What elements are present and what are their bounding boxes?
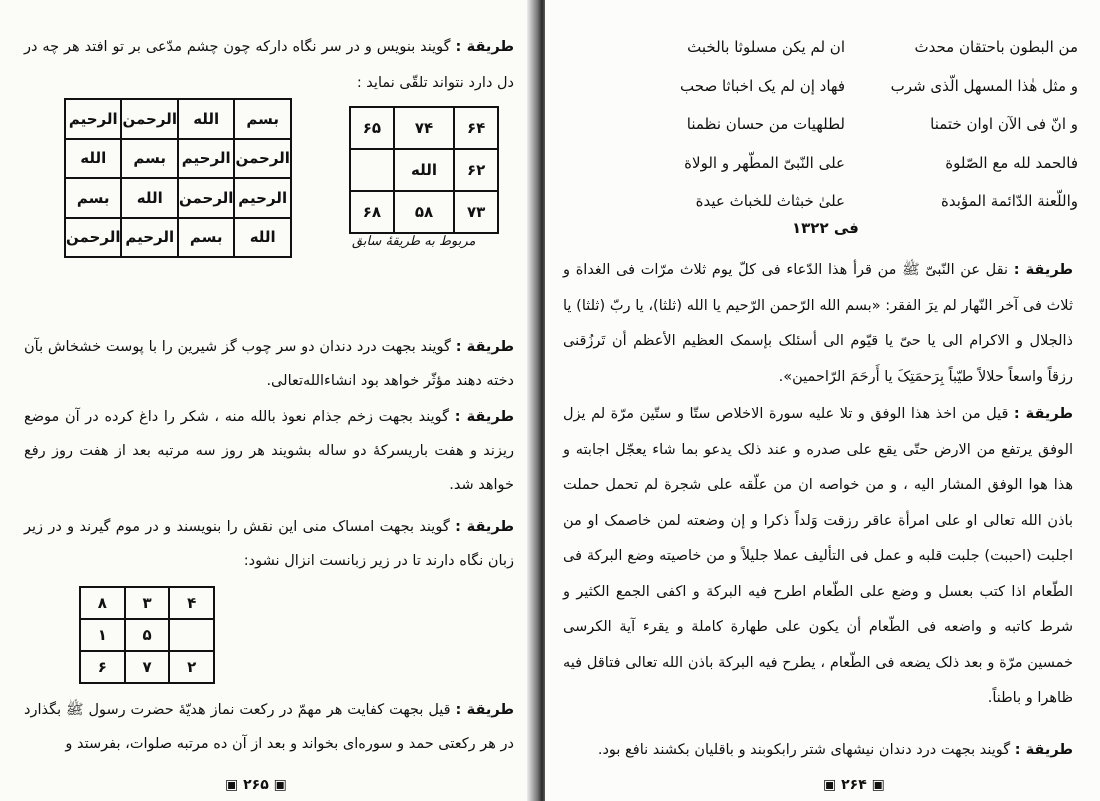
grid-b-cell: الله xyxy=(65,139,121,179)
poem-hemistich: فهاد إن لم یک اخباثا صحب xyxy=(680,76,845,95)
poem-date: فی ۱۳۲۲ xyxy=(792,219,859,237)
page-number-ornament-icon: ▣ xyxy=(225,777,244,793)
poem-hemistich: من البطون باحتقان محدث xyxy=(914,38,1078,56)
grid-b-cell: الرحمن xyxy=(65,218,121,258)
grid-c-cell: ۲ xyxy=(169,651,214,683)
grid-b-cell: الرحمن xyxy=(178,178,234,218)
page-number-ornament-icon: ▣ xyxy=(268,777,287,793)
grid-c-cell: ۶ xyxy=(80,651,125,683)
grid-c-cell: ۱ xyxy=(80,619,125,651)
poem-hemistich: علی النّبیّ المطّهر و الولاة xyxy=(684,153,845,172)
poem-hemistich: علیٰ خبثاث للخباث عیدة xyxy=(695,192,845,210)
right-p2-text: قیل من اخذ هذا الوفق و تلا علیه سورة الاخلاص ستّا و ستّین مرّة لم یزل الوفق یرتفع من الارض حتّی یقع علی صدره و عند ذلک یدعو بما شاء یعجّل اجابته و هذا هوا الوفق المشار الیه ، و من خواصه ان من علّقه علی شجرة لم تحمل حملت باذن الله تعالی او علی امرأة عاقر رزقت وَلداً ذکرا و إن وضعته لمن خاصمک او من اجلبت (احببت) جلبت قلبه و عمل فی التألیف عملا جلیلاً و من خاصیته وضع البرکة فی الطّعام اذا کتب بعسل و وضع علی الطّعام اطرح فیه البرکة و اکفی الجمع الکثیر و شرط کاتبه و واضعه فی الطّعام أن یکون علی طهارة کاملة و یقرء آیة الکرسی خمسین مرّة و بعد ذلک یضعه فی الطّعام ، یطرح فیه البرکة باذن الله تعالی فتاقل فیه ظاهرا و باطناً. xyxy=(563,406,1073,706)
poem-right-column xyxy=(878,28,1078,221)
left-p2-label: طریقة : xyxy=(454,409,514,425)
grid-a-cell: ۶۸ xyxy=(350,191,394,233)
grid-b-cell: الرحمن xyxy=(234,139,290,179)
grid-a-cell: ۷۴ xyxy=(394,107,454,149)
grid-b-cell: بسم xyxy=(178,218,234,258)
grid-a-cell: الله xyxy=(394,149,454,191)
grid-c-cell: ۵ xyxy=(125,619,170,651)
poem-hemistich: ان لم یکن مسلوثا بالخبث xyxy=(687,38,845,56)
page-number-ornament-icon: ▣ xyxy=(866,777,885,793)
magic-square-small xyxy=(79,586,215,684)
grid-a-cell: ۶۴ xyxy=(454,107,498,149)
left-p1-text: گویند بجهت درد دندان دو سر چوب گز شیرین را با پوست خشخاش بآن دخته دهند مؤثّر خواهد بود انشاءالله‌تعالی. xyxy=(24,339,514,389)
grid-a-cell: ۶۵ xyxy=(350,107,394,149)
grid-c-cell: ۳ xyxy=(125,587,170,619)
left-intro-paragraph xyxy=(24,29,514,101)
left-p3-text: گویند بجهت امساک منی این نقش را بنویسند و در موم گیرند و در زیر زبان نگاه دارند تا در زیر زبانست انزال نشود: xyxy=(24,519,514,569)
left-p2-text: گویند بجهت زخم جذام نعوذ بالله منه ، شکر را داغ کرده در آن موضع ریزند و هفت باریسرکهٔ دو ساله بشویند هر روز سه مرتبه بعد از هفت روز رفع خواهد شد. xyxy=(24,409,514,493)
poem-hemistich: و انّ فی الآن اوان ختمنا xyxy=(930,115,1078,133)
grid-b-cell: الرحیم xyxy=(121,218,177,258)
poem-hemistich: واللّعنة الدّائمة المؤبدة xyxy=(940,192,1078,210)
grid-b-cell: الله xyxy=(121,178,177,218)
right-paragraph-3 xyxy=(563,733,1073,767)
left-intro-label: طریقة : xyxy=(455,39,515,55)
right-p3-label: طریقة : xyxy=(1014,742,1073,758)
left-page-number-value: ۲۶۵ xyxy=(243,777,269,793)
right-page-number-value: ۲۶۴ xyxy=(841,777,867,793)
grid-b-cell: الرحیم xyxy=(65,99,121,139)
right-paragraph-1 xyxy=(563,253,1073,395)
left-intro-text: گویند بنویس و در سر نگاه دارکه چون چشم مدّعی بر تو افتد هر چه در دل دارد نتواند تلقّی نماید : xyxy=(24,39,514,91)
left-p3-label: طریقة : xyxy=(455,519,515,535)
right-p1-label: طریقة : xyxy=(1013,262,1073,278)
grid-b-cell: الله xyxy=(178,99,234,139)
right-paragraph-2 xyxy=(563,397,1073,717)
grid-a-cell: ۷۳ xyxy=(454,191,498,233)
left-paragraph-1 xyxy=(24,330,514,398)
poem-hemistich: لطلهیات من حسان نظمنا xyxy=(686,115,845,133)
right-page-number xyxy=(823,777,885,793)
right-p3-text: گویند بجهت درد دندان نیشهای شتر رابکوبند و باقلیان بکشند نافع بود. xyxy=(597,742,1011,758)
grid-a-cell xyxy=(350,149,394,191)
left-paragraph-4 xyxy=(24,693,514,761)
grid-a-caption: مربوط به طریقهٔ سابق xyxy=(352,234,476,249)
left-p4-text: قیل بجهت کفایت هر مهمّ در رکعت نماز هدیّهٔ حضرت رسول ﷺ بگذارد در هر رکعتی حمد و سوره‌ای بخواند و بعد از آن ده مرتبه صلوات، بفرستد و xyxy=(24,702,514,752)
grid-a-cell: ۵۸ xyxy=(394,191,454,233)
grid-c-cell: ۸ xyxy=(80,587,125,619)
right-p1-text: نقل عن النّبیّ ﷺ من قرأ هذا الدّعاء فی کلّ یوم ثلاث مرّات فی الغداة و ثلاث فی آخر النّهار لم یرَ الفقر: «بسم الله الرّحمن الرّحیم یا الله (ثلثا)، یا ربّ (ثلثا) یا ذالجلال و الاکرام الی یا حیّ یا قیّوم الی أسئلک بإسمک العظیم الأعظم أن تَرزُقنی رزقاً واسعاً حلالاً طیّباً بِرَحمَتِکَ یا أَرحَمَ الرّاحمین». xyxy=(563,262,1073,385)
grid-a-cell: ۶۲ xyxy=(454,149,498,191)
grid-b-cell: بسم xyxy=(65,178,121,218)
grid-b-cell: بسم xyxy=(234,99,290,139)
magic-square-numeric xyxy=(349,106,499,234)
grid-b-cell: الرحیم xyxy=(178,139,234,179)
left-p1-label: طریقة : xyxy=(455,339,515,355)
left-page-number xyxy=(225,777,287,793)
grid-b-cell: الله xyxy=(234,218,290,258)
grid-b-cell: الرحمن xyxy=(121,99,177,139)
grid-c-cell: ۷ xyxy=(125,651,170,683)
left-paragraph-2 xyxy=(24,400,514,502)
poem-hemistich: و مثل هٰذا المسهل الّذی شرب xyxy=(890,76,1078,95)
magic-square-words xyxy=(64,98,292,258)
left-paragraph-3 xyxy=(24,510,514,578)
grid-c-cell xyxy=(169,619,214,651)
left-p4-label: طریقة : xyxy=(455,702,515,718)
right-p2-label: طریقة : xyxy=(1013,406,1074,422)
grid-b-cell: بسم xyxy=(121,139,177,179)
page-number-ornament-icon: ▣ xyxy=(823,777,842,793)
grid-b-cell: الرحیم xyxy=(234,178,290,218)
grid-c-cell: ۴ xyxy=(169,587,214,619)
poem-hemistich: فالحمد لله مع الصّلوة xyxy=(945,153,1078,172)
right-page xyxy=(545,0,1100,801)
left-page xyxy=(0,0,535,801)
poem-left-column xyxy=(620,28,845,221)
